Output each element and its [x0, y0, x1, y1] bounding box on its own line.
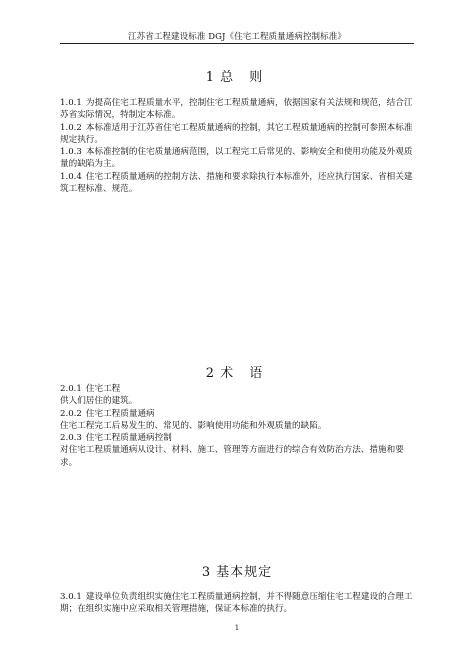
term-number-line [60, 408, 416, 420]
section-3-body [60, 591, 416, 616]
clause-number: 1.0.1 [60, 98, 82, 108]
clause [60, 591, 416, 616]
chapter-heading-3 [0, 561, 474, 580]
clause-number: 1.0.3 [60, 147, 82, 158]
term-definition: 住宅工程完工后易发生的、常见的、影响使用功能和外观质量的缺陷。 [60, 420, 327, 431]
chapter-number: 3 [201, 565, 211, 580]
section-2-body [60, 383, 416, 469]
term-name: 住宅工程 [85, 384, 121, 394]
term-definition: 供人们居住的建筑。 [60, 396, 138, 407]
term-definition: 对住宅工程质量通病从设计、材料、施工、管理等方面进行的综合有效防治方法、措施和要求。 [60, 445, 404, 468]
clause-text: 建设单位负责组织实施住宅工程质量通病控制，并不得随意压缩住宅工程建设的合理工期；在组织实施中应采取相关管理措施，保证本标准的执行。 [60, 592, 413, 615]
chapter-title: 术 语 [220, 366, 269, 381]
clause-number: 2.0.3 [60, 433, 82, 444]
term-name: 住宅工程质量通病 [85, 408, 155, 419]
chapter-title: 基本规定 [216, 565, 273, 580]
page-number: 1 [234, 624, 240, 632]
chapter-number: 2 [205, 366, 215, 381]
term-name: 住宅工程质量通病控制 [85, 433, 172, 444]
clause-number: 2.0.2 [60, 408, 82, 419]
chapter-number: 1 [205, 70, 215, 85]
clause [60, 171, 416, 196]
chapter-title: 总 则 [220, 70, 269, 85]
clause-number: 3.0.1 [60, 592, 82, 602]
clause-number: 1.0.2 [60, 122, 82, 133]
clause [60, 122, 416, 147]
clause-number: 2.0.1 [60, 384, 82, 394]
running-header: 江苏省工程建设标准 DGJ《住宅工程质量通病控制标准》 [128, 32, 346, 42]
clause-text: 住宅工程质量通病的控制方法、措施和要求除执行本标准外，还应执行国家、省相关建筑工程标准、规范。 [60, 171, 413, 195]
chapter-heading-2 [0, 362, 474, 381]
clause [60, 146, 416, 171]
clause-text: 本标准控制的住宅质量通病范围，以工程完工后常见的、影响安全和使用功能及外观质量的缺陷为主。 [60, 147, 413, 170]
term-number-line [60, 383, 416, 395]
chapter-heading-1 [0, 66, 474, 85]
header-divider [60, 43, 414, 44]
clause-text: 本标准适用于江苏省住宅工程质量通病的控制，其它工程质量通病的控制可参照本标准规定执行。 [60, 122, 413, 145]
clause-text: 为提高住宅工程质量水平，控制住宅工程质量通病，依据国家有关法规和规范，结合江苏省实际情况，特制定本标准。 [60, 98, 413, 121]
clause [60, 97, 416, 122]
term-number-line [60, 432, 416, 444]
section-1-body [60, 97, 416, 195]
clause-number: 1.0.4 [60, 171, 82, 182]
